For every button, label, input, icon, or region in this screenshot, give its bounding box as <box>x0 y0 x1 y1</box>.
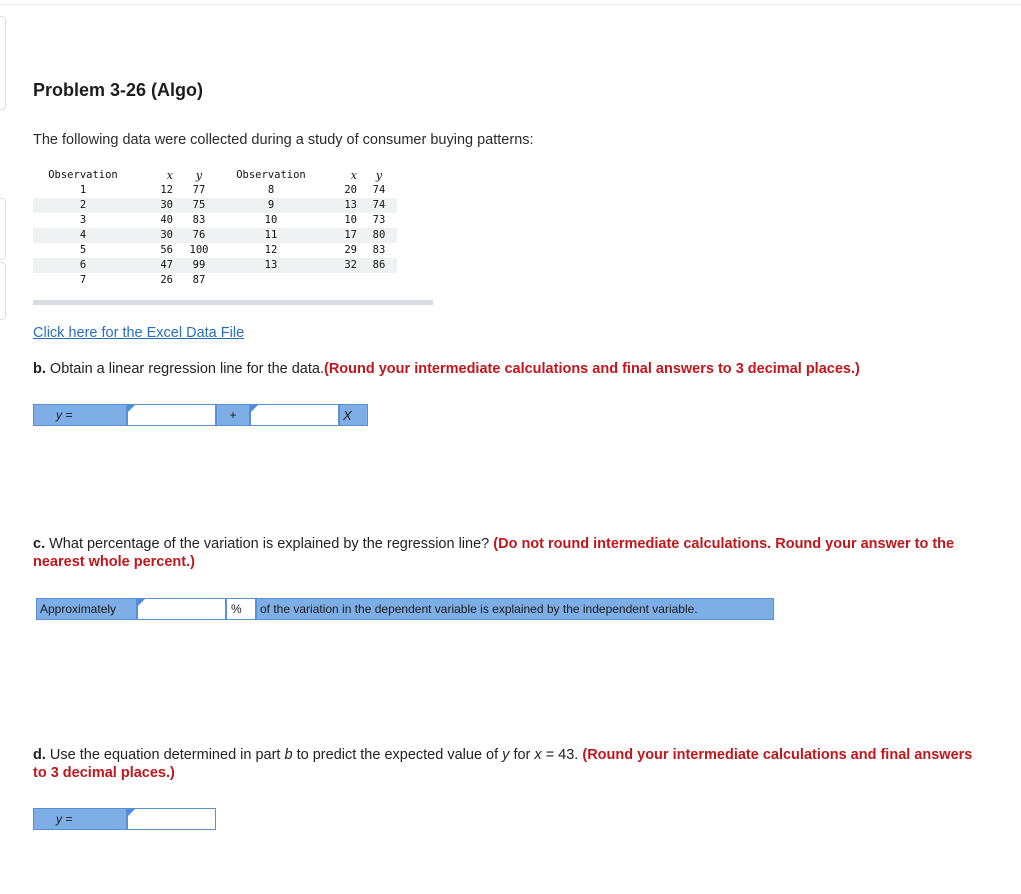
header-y: y <box>375 169 383 182</box>
table-cell: 83 <box>372 244 386 256</box>
part-label: d. <box>33 747 46 763</box>
question-text: Use the equation determined in part <box>49 747 281 763</box>
part-reference: b <box>284 747 293 763</box>
table-cell: 32 <box>321 258 361 273</box>
table-header-row <box>33 168 397 183</box>
x-variable-label: X <box>339 404 368 426</box>
intercept-input[interactable] <box>128 405 215 425</box>
data-table-container <box>33 168 433 305</box>
table-cell: 9 <box>221 198 321 213</box>
explanation-tail-text: of the variation in the dependent variable is explained by the independent variable. <box>256 598 774 620</box>
header-x: x <box>166 169 173 182</box>
table-row <box>33 243 397 258</box>
table-row <box>33 183 397 198</box>
plus-label: + <box>216 404 250 426</box>
table-cell: 80 <box>361 228 397 243</box>
part-label: c. <box>33 536 46 552</box>
table-cell: 74 <box>372 184 386 196</box>
table-cell: 13 <box>221 258 321 273</box>
excel-data-link[interactable]: Click here for the Excel Data File <box>33 325 245 341</box>
instruction-text: (Round your intermediate calculations and final answers to 3 decimal places.) <box>323 361 860 377</box>
table-cell <box>321 273 361 288</box>
slope-input[interactable] <box>251 405 338 425</box>
side-panel-tab[interactable] <box>0 262 6 320</box>
table-cell: 10 <box>264 214 278 226</box>
table-cell: 5 <box>79 244 87 256</box>
question-text: Obtain a linear regression line for the data. <box>49 361 324 377</box>
table-cell: 20 <box>344 184 357 196</box>
table-cell <box>221 273 321 288</box>
table-cell: 86 <box>361 258 397 273</box>
y-equals-label: y = <box>33 808 127 830</box>
table-cell: 83 <box>192 214 206 226</box>
table-cell: 74 <box>361 198 397 213</box>
table-cell: 73 <box>372 214 386 226</box>
table-row <box>33 258 397 273</box>
prediction-input[interactable] <box>128 809 215 829</box>
table-cell: 29 <box>344 244 357 256</box>
table-cell <box>361 273 397 288</box>
intercept-input-box[interactable] <box>127 404 216 426</box>
table-cell: 87 <box>192 274 206 286</box>
table-cell: 12 <box>160 184 173 196</box>
table-cell: 56 <box>160 244 173 256</box>
problem-title: Problem 3-26 (Algo) <box>33 80 204 100</box>
percent-sign: % <box>226 598 256 620</box>
percent-input[interactable] <box>138 599 225 619</box>
table-cell: 6 <box>33 258 133 273</box>
table-cell: 75 <box>177 198 221 213</box>
part-b-question <box>33 360 860 378</box>
part-label: b. <box>33 361 46 377</box>
side-panel-tab[interactable] <box>0 198 6 260</box>
table-row <box>33 228 397 243</box>
variable-y: y <box>502 747 510 763</box>
part-d-question <box>33 746 983 782</box>
table-cell: 12 <box>264 244 278 256</box>
table-cell: 47 <box>133 258 177 273</box>
data-table <box>33 168 397 288</box>
approximately-label: Approximately <box>36 598 137 620</box>
instruction-text: (Round your intermediate calculations and final answers to 3 decimal places.) <box>33 747 973 781</box>
table-cell: 30 <box>133 228 177 243</box>
question-text: to predict the expected value of <box>296 747 499 763</box>
table-row <box>33 198 397 213</box>
table-cell: 7 <box>79 274 87 286</box>
table-cell: 100 <box>189 244 209 256</box>
table-cell: 3 <box>79 214 87 226</box>
table-cell: 17 <box>321 228 361 243</box>
top-border <box>0 0 1021 5</box>
side-panel-tab[interactable] <box>0 16 6 110</box>
table-cell: 10 <box>344 214 357 226</box>
table-cell: 13 <box>321 198 361 213</box>
problem-intro: The following data were collected during a study of consumer buying patterns: <box>33 132 534 148</box>
table-row <box>33 213 397 228</box>
table-cell: 1 <box>79 184 87 196</box>
table-cell: 30 <box>133 198 177 213</box>
header-y: y <box>195 169 203 182</box>
table-cell: 76 <box>177 228 221 243</box>
question-text: for <box>513 747 531 763</box>
variable-x: x <box>534 747 542 763</box>
header-observation: Observation <box>236 169 306 181</box>
percent-input-box[interactable] <box>137 598 226 620</box>
instruction-text: (Do not round intermediate calculations. Round your answer to the nearest whole percent.) <box>33 536 955 570</box>
table-cell: 26 <box>160 274 173 286</box>
header-observation: Observation <box>48 169 118 181</box>
table-cell: 2 <box>33 198 133 213</box>
table-row <box>33 273 397 288</box>
slope-input-box[interactable] <box>250 404 339 426</box>
table-cell: 77 <box>192 184 206 196</box>
table-cell: 11 <box>221 228 321 243</box>
part-c-question <box>33 535 983 571</box>
table-cell: 4 <box>33 228 133 243</box>
prediction-input-box[interactable] <box>127 808 216 830</box>
header-x: x <box>350 169 357 182</box>
table-cell: 99 <box>177 258 221 273</box>
y-equals-label: y = <box>33 404 127 426</box>
table-cell: 40 <box>160 214 173 226</box>
table-cell: 8 <box>267 184 275 196</box>
question-text: What percentage of the variation is explained by the regression line? <box>49 536 490 552</box>
question-text: = 43. <box>545 747 579 763</box>
